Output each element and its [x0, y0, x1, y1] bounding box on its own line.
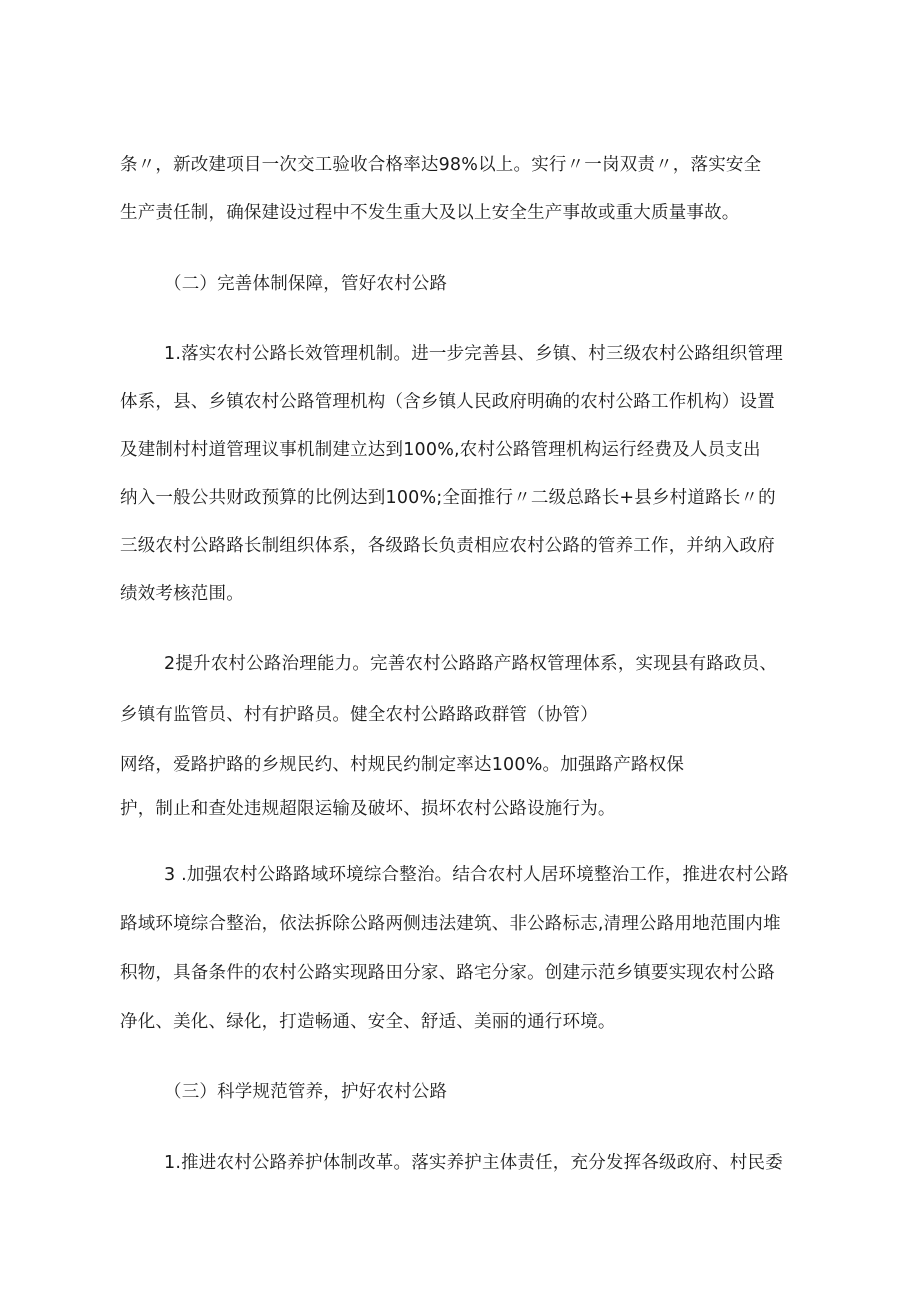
paragraph-line: 2提升农村公路治理能力。完善农村公路路产路权管理体系，实现县有路政员、 [164, 654, 778, 674]
paragraph-line: 体系，县、乡镇农村公路管理机构（含乡镇人民政府明确的农村公路工作机构）设置 [120, 392, 775, 412]
paragraph-line: 1.推进农村公路养护体制改革。落实养护主体责任，充分发挥各级政府、村民委 [164, 1153, 783, 1173]
paragraph-line: 条〃，新改建项目一次交工验收合格率达98%以上。实行〃一岗双责〃，落实安全 [120, 155, 762, 175]
paragraph-line: 护，制止和查处违规超限运输及破坏、损坏农村公路设施行为。 [120, 799, 616, 819]
paragraph-line: 1.落实农村公路长效管理机制。进一步完善县、乡镇、村三级农村公路组织管理 [164, 344, 783, 364]
paragraph-line: 网络，爱路护路的乡规民约、村规民约制定率达100%。加强路产路权保 [120, 755, 685, 775]
section-heading: （三）科学规范管养，护好农村公路 [164, 1082, 448, 1102]
paragraph-line: 积物，具备条件的农村公路实现路田分家、路宅分家。创建示范乡镇要实现农村公路 [120, 963, 775, 983]
paragraph-line: 路域环境综合整治，依法拆除公路两侧违法建筑、非公路标志,清理公路用地范围内堆 [120, 914, 781, 934]
paragraph-line: 乡镇有监管员、村有护路员。健全农村公路路政群管（协管） [120, 705, 598, 725]
paragraph-line: 生产责任制，确保建设过程中不发生重大及以上安全生产事故或重大质量事故。 [120, 203, 740, 223]
paragraph-line: 纳入一般公共财政预算的比例达到100%;全面推行〃二级总路长+县乡村道路长〃的 [120, 488, 776, 508]
paragraph-line: 绩效考核范围。 [120, 584, 244, 604]
paragraph-line: 3 .加强农村公路路域环境综合整治。结合农村人居环境整治工作，推进农村公路 [164, 865, 789, 885]
section-heading: （二）完善体制保障，管好农村公路 [164, 274, 448, 294]
paragraph-line: 三级农村公路路长制组织体系，各级路长负责相应农村公路的管养工作，并纳入政府 [120, 536, 775, 556]
paragraph-line: 及建制村村道管理议事机制建立达到100%,农村公路管理机构运行经费及人员支出 [120, 440, 761, 460]
paragraph-line: 净化、美化、绿化，打造畅通、安全、舒适、美丽的通行环境。 [120, 1012, 616, 1032]
